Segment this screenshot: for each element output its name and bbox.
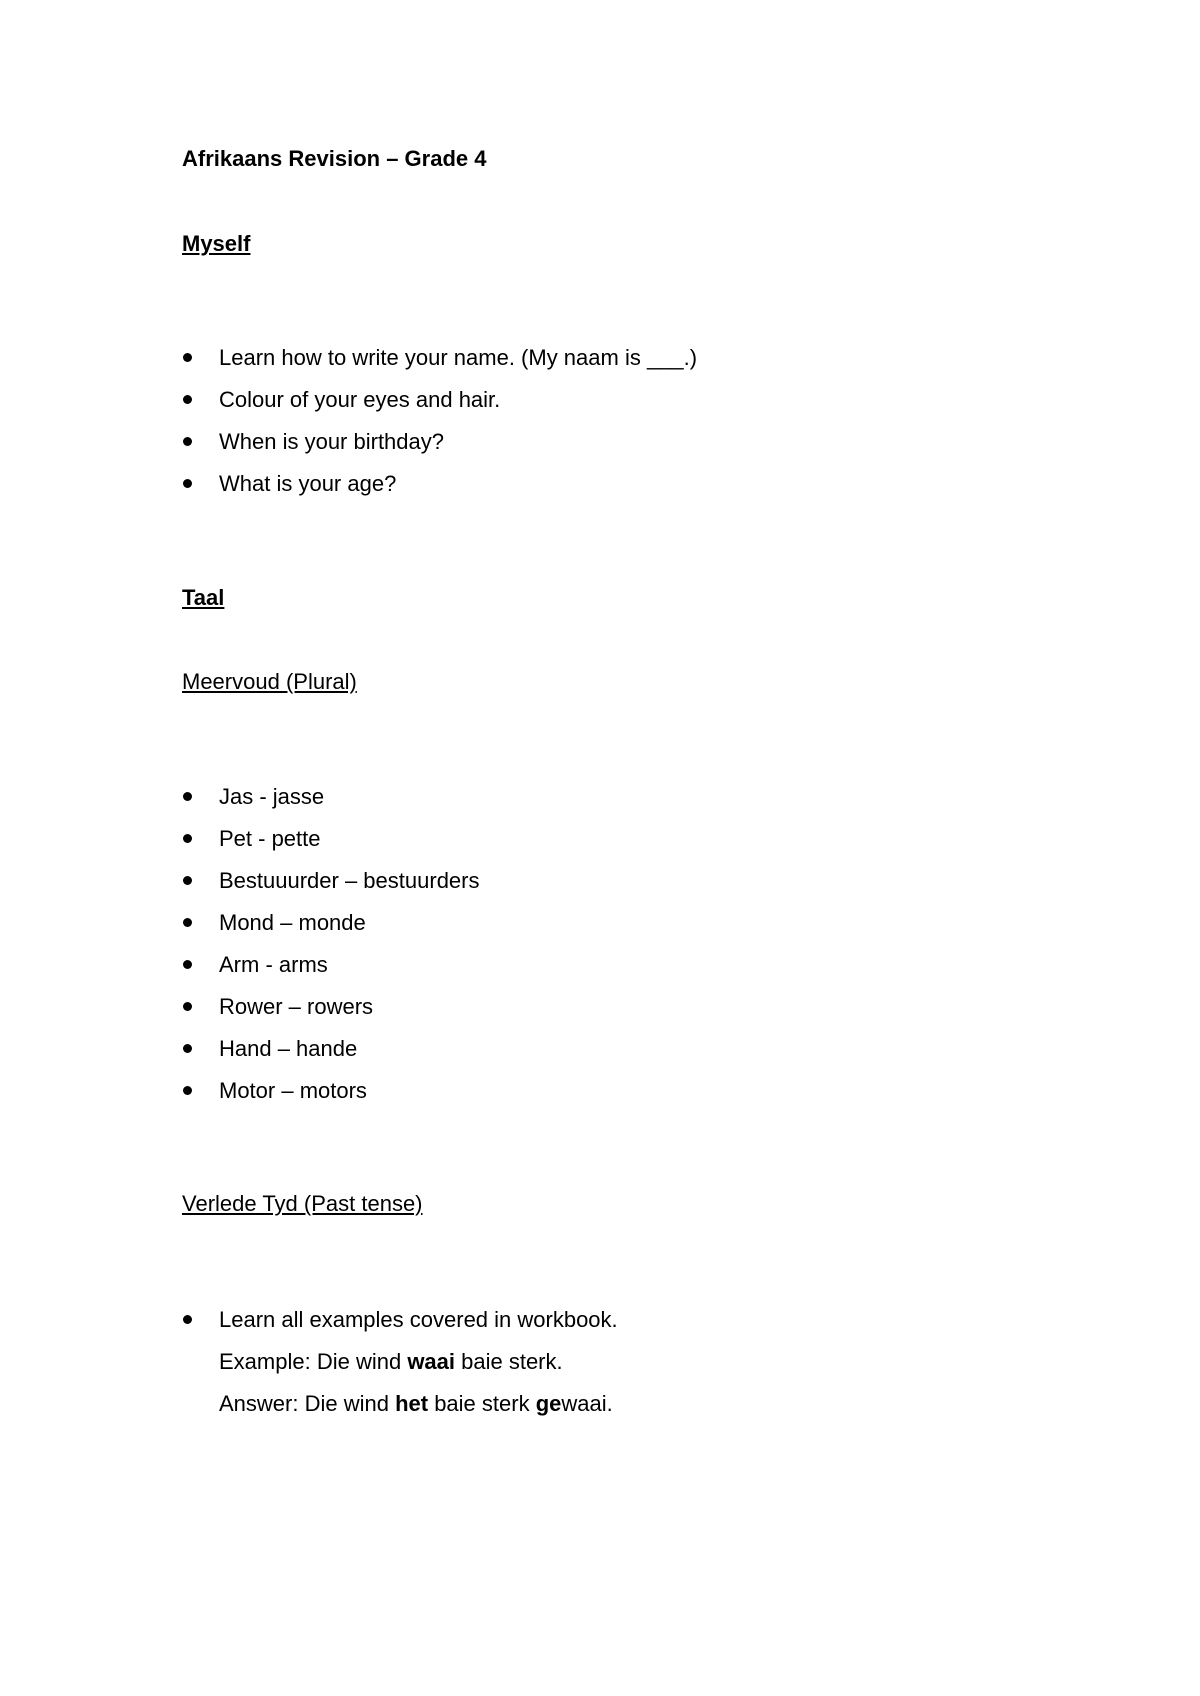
list-item: Pet - pette (182, 826, 480, 868)
example-line: Example: Die wind waai baie sterk. (219, 1349, 563, 1374)
list-item: When is your birthday? (182, 429, 697, 471)
bullet-icon (183, 395, 192, 404)
bullet-icon (183, 1086, 192, 1095)
bullet-icon (183, 353, 192, 362)
bullet-icon (183, 792, 192, 801)
bullet-icon (183, 918, 192, 927)
bullet-icon (183, 960, 192, 969)
bullet-icon (183, 834, 192, 843)
list-item: What is your age? (182, 471, 697, 513)
subheading-plural: Meervoud (Plural) (182, 669, 357, 694)
list-item: Jas - jasse (182, 784, 480, 826)
bullet-icon (183, 437, 192, 446)
plural-list (182, 784, 480, 1120)
list-item: Colour of your eyes and hair. (182, 387, 697, 429)
bullet-icon (183, 1315, 192, 1324)
subheading-past-tense: Verlede Tyd (Past tense) (182, 1191, 423, 1216)
list-item: Motor – motors (182, 1078, 480, 1120)
past-tense-instruction: Learn all examples covered in workbook. (219, 1307, 618, 1332)
list-item: Learn how to write your name. (My naam is ___.) (182, 345, 697, 387)
list-item: Hand – hande (182, 1036, 480, 1078)
bullet-icon (183, 876, 192, 885)
document-title: Afrikaans Revision – Grade 4 (182, 146, 487, 171)
list-item: Mond – monde (182, 910, 480, 952)
list-item: Arm - arms (182, 952, 480, 994)
list-item: Bestuuurder – bestuurders (182, 868, 480, 910)
section-heading-taal: Taal (182, 585, 225, 610)
section-heading-myself: Myself (182, 231, 251, 256)
bullet-icon (183, 479, 192, 488)
bullet-icon (183, 1044, 192, 1053)
answer-line: Answer: Die wind het baie sterk gewaai. (219, 1391, 613, 1416)
past-tense-list (182, 1307, 618, 1417)
list-item: Rower – rowers (182, 994, 480, 1036)
list-item (182, 1307, 618, 1417)
bullet-icon (183, 1002, 192, 1011)
myself-list (182, 345, 697, 513)
